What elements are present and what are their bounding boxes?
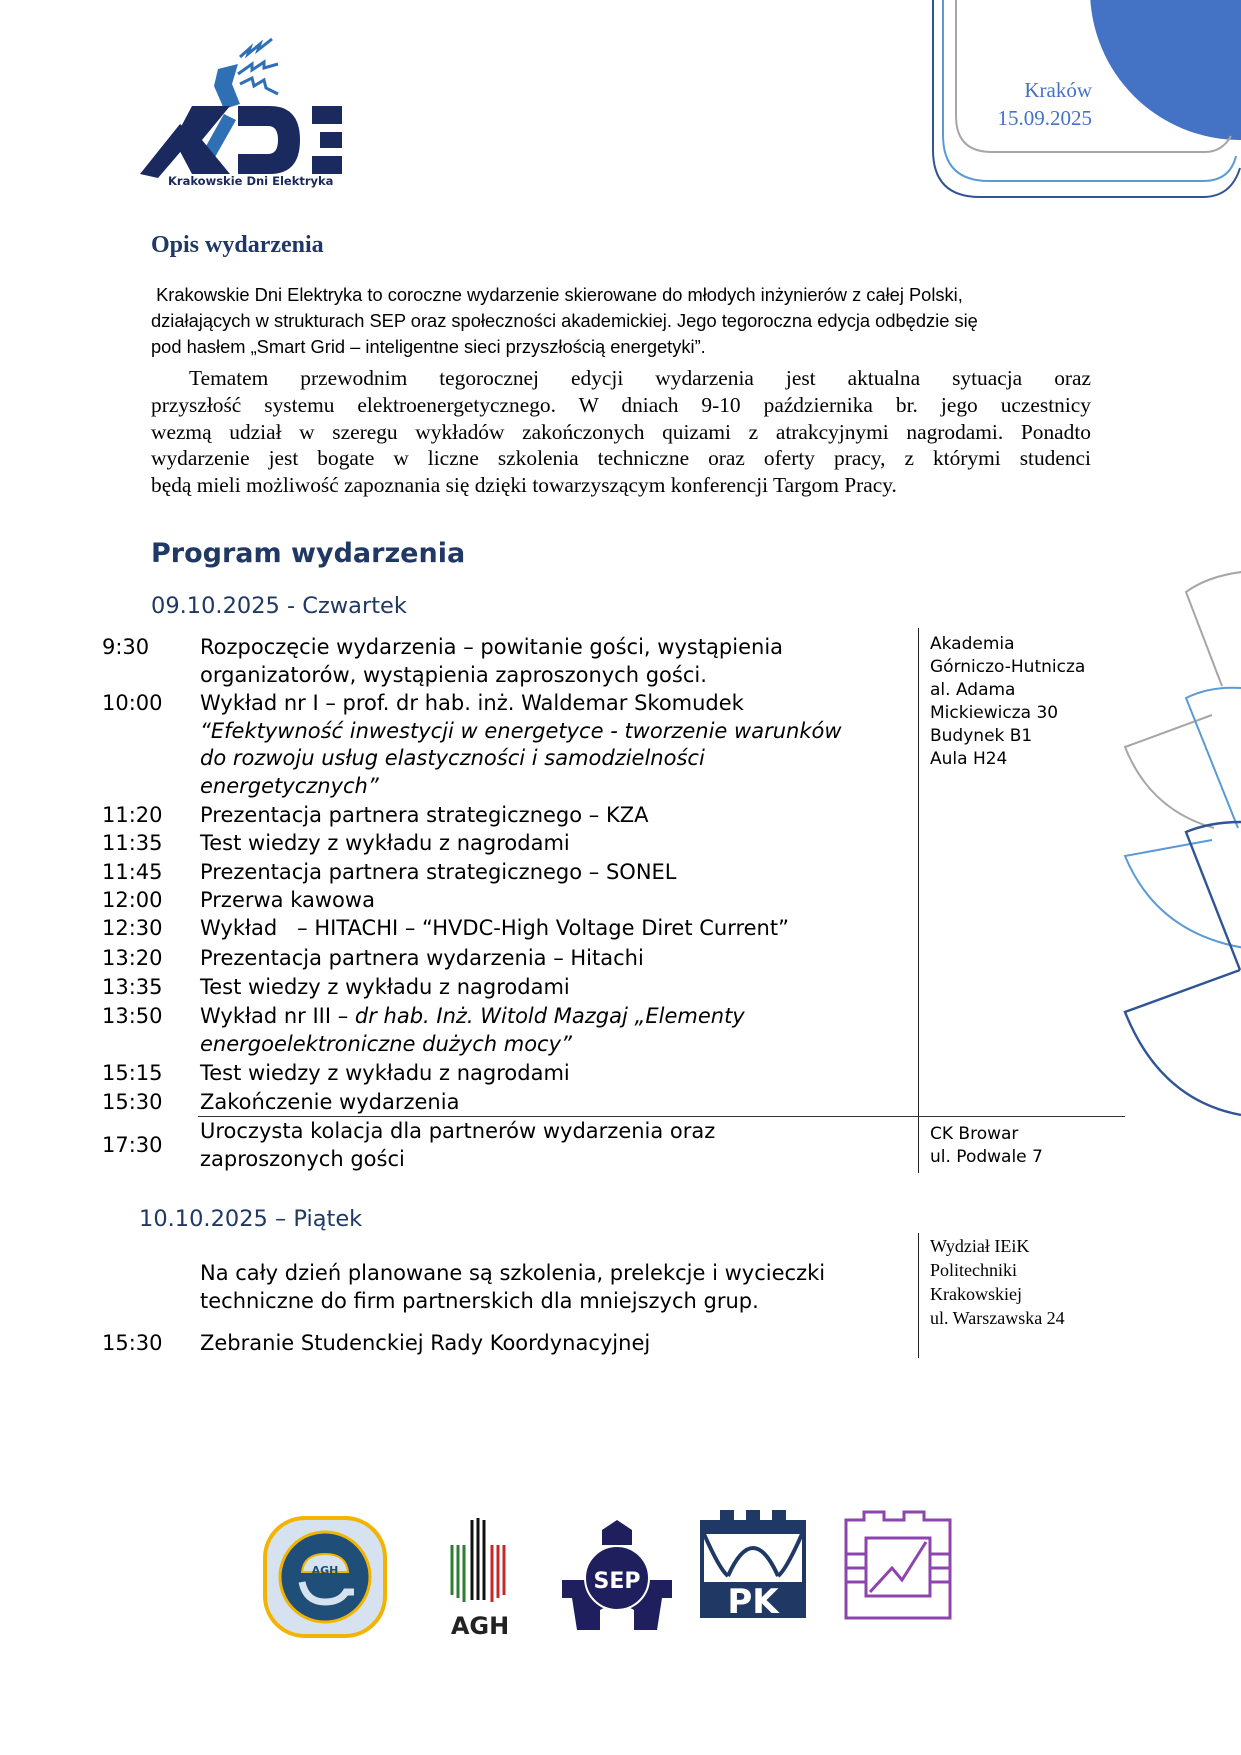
venue-line: Krakowskiej <box>930 1284 1022 1304</box>
time: 11:35 <box>102 831 163 855</box>
venue-line: Aula H24 <box>930 749 1008 769</box>
venue-line: ul. Warszawska 24 <box>930 1308 1065 1328</box>
description: Prezentacja partnera wydarzenia – Hitachi <box>200 946 644 970</box>
lecture-title-line: energoelektroniczne dużych mocy” <box>200 1031 572 1056</box>
day-title-thursday: 09.10.2025 - Czwartek <box>151 593 407 619</box>
body-line: będą mieli możliwość zapoznania się dzięki towarzyszącym konferencji Targom Pracy. <box>151 473 897 498</box>
sep-logo-icon <box>562 1510 672 1640</box>
description: Test wiedzy z wykładu z nagrodami <box>200 831 570 855</box>
description: Prezentacja partnera strategicznego – KZA <box>200 803 649 827</box>
intro-line: działających w strukturach SEP oraz społeczności akademickiej. Jego tegoroczna edycja odbędzie się <box>151 310 978 331</box>
description: Przerwa kawowa <box>200 888 375 912</box>
venue-line: Mickiewicza 30 <box>930 703 1059 723</box>
logo-text: AGH <box>311 1564 339 1577</box>
desc-prefix: Wykład nr III – <box>200 1004 355 1028</box>
description: Zakończenie wydarzenia <box>200 1090 460 1114</box>
desc-line: Rozpoczęcie wydarzenia – powitanie gości, wystąpienia <box>200 635 784 659</box>
logo-text: PK <box>727 1582 779 1620</box>
sponsor-logos <box>262 1510 962 1650</box>
description: Test wiedzy z wykładu z nagrodami <box>200 1061 570 1085</box>
intro-line: Krakowskie Dni Elektryka to coroczne wydarzenie skierowane do młodych inżynierów z całej Polski, <box>151 284 963 305</box>
time: 13:35 <box>102 975 163 999</box>
city-date-block <box>960 76 1092 132</box>
time: 15:15 <box>102 1061 163 1085</box>
description: Wykład – HITACHI – “HVDC-High Voltage Diret Current” <box>200 916 789 940</box>
kde-logo <box>140 14 370 194</box>
logo-caption: Krakowskie Dni Elektryka <box>168 174 334 188</box>
desc-line: zaproszonych gości <box>200 1146 405 1171</box>
lightning-logo-icon <box>140 14 370 194</box>
venue-pk <box>930 1234 1065 1330</box>
description <box>200 1260 1020 1315</box>
desc-line: Na cały dzień planowane są szkolenia, prelekcje i wycieczki <box>200 1261 826 1285</box>
lecture-title-line: energetycznych” <box>200 773 379 798</box>
desc-line: Uroczysta kolacja dla partnerów wydarzenia oraz <box>200 1119 716 1143</box>
pk-logo-icon <box>700 1510 806 1620</box>
body-line: wydarzenie jest bogate w liczne szkolenia techniczne oraz oferty pracy, z którymi studenci <box>151 446 1091 471</box>
description-body <box>151 365 1091 499</box>
program-title: Program wydarzenia <box>151 538 466 569</box>
venue-line: Wydział IEiK <box>930 1236 1030 1256</box>
eaiiib-agh-logo-icon <box>262 1510 388 1640</box>
description: Zebranie Studenckiej Rady Koordynacyjnej <box>200 1331 651 1355</box>
venue-line: ul. Podwale 7 <box>930 1147 1043 1167</box>
description-title: Opis wydarzenia <box>151 232 324 258</box>
venue-line: Budynek B1 <box>930 726 1033 746</box>
city: Kraków <box>1024 78 1092 102</box>
description <box>200 1118 1020 1173</box>
description-intro <box>151 282 1091 360</box>
body-line: przyszłość systemu elektroenergetycznego. W dniach 9-10 października br. jego uczestnicy <box>151 392 1091 417</box>
venue-line: al. Adama <box>930 680 1016 700</box>
agh-logo-icon <box>440 1510 520 1645</box>
time: 11:20 <box>102 803 163 827</box>
lecture-title-line: “Efektywność inwestycji w energetyce - tworzenie warunków <box>200 718 842 743</box>
logo-text: SEP <box>593 1569 641 1594</box>
time: 9:30 <box>102 635 150 659</box>
time: 17:30 <box>102 1133 163 1157</box>
time: 13:50 <box>102 1004 163 1028</box>
desc-line: organizatorów, wystąpienia zaproszonych gości. <box>200 662 707 687</box>
body-line: wezmą udział w szeregu wykładów zakończonych quizami z atrakcyjnymi nagrodami. Ponadto <box>151 419 1091 444</box>
time: 15:30 <box>102 1090 163 1114</box>
venue-line: Akademia <box>930 634 1015 654</box>
description <box>200 690 1020 800</box>
logo-text: AGH <box>450 1612 510 1640</box>
venue-line: Górniczo-Hutnicza <box>930 657 1086 677</box>
lecture-title-line: do rozwoju usług elastyczności i samodzielności <box>200 746 705 770</box>
ieik-pk-logo-icon <box>844 1510 952 1620</box>
body-line: Tematem przewodnim tegorocznej edycji wydarzenia jest aktualna sytuacja oraz <box>189 366 1091 390</box>
description <box>200 1003 1020 1058</box>
fan-decoration <box>1090 560 1241 1160</box>
intro-line: pod hasłem „Smart Grid – inteligentne sieci przyszłością energetyki”. <box>151 336 706 357</box>
day-title-friday: 10.10.2025 – Piątek <box>139 1206 363 1232</box>
description <box>200 634 1020 689</box>
venue-ck-browar <box>930 1123 1043 1169</box>
desc-line: techniczne do firm partnerskich dla mniejszych grup. <box>200 1288 759 1313</box>
venue-agh <box>930 633 1085 771</box>
desc-line: Wykład nr I – prof. dr hab. inż. Waldemar Skomudek <box>200 691 744 715</box>
time: 10:00 <box>102 691 163 715</box>
venue-line: CK Browar <box>930 1124 1019 1144</box>
description: Test wiedzy z wykładu z nagrodami <box>200 975 570 999</box>
time: 11:45 <box>102 860 163 884</box>
time: 12:00 <box>102 888 163 912</box>
time: 15:30 <box>102 1331 163 1355</box>
time: 13:20 <box>102 946 163 970</box>
venue-line: Politechniki <box>930 1260 1017 1280</box>
venue-divider <box>918 1233 919 1358</box>
venue-divider <box>918 628 919 1173</box>
time: 12:30 <box>102 916 163 940</box>
lecture-title-line: dr hab. Inż. Witold Mazgaj „Elementy <box>354 1004 745 1028</box>
date: 15.09.2025 <box>997 106 1092 130</box>
description: Prezentacja partnera strategicznego – SONEL <box>200 860 677 884</box>
row-divider <box>198 1116 1125 1117</box>
